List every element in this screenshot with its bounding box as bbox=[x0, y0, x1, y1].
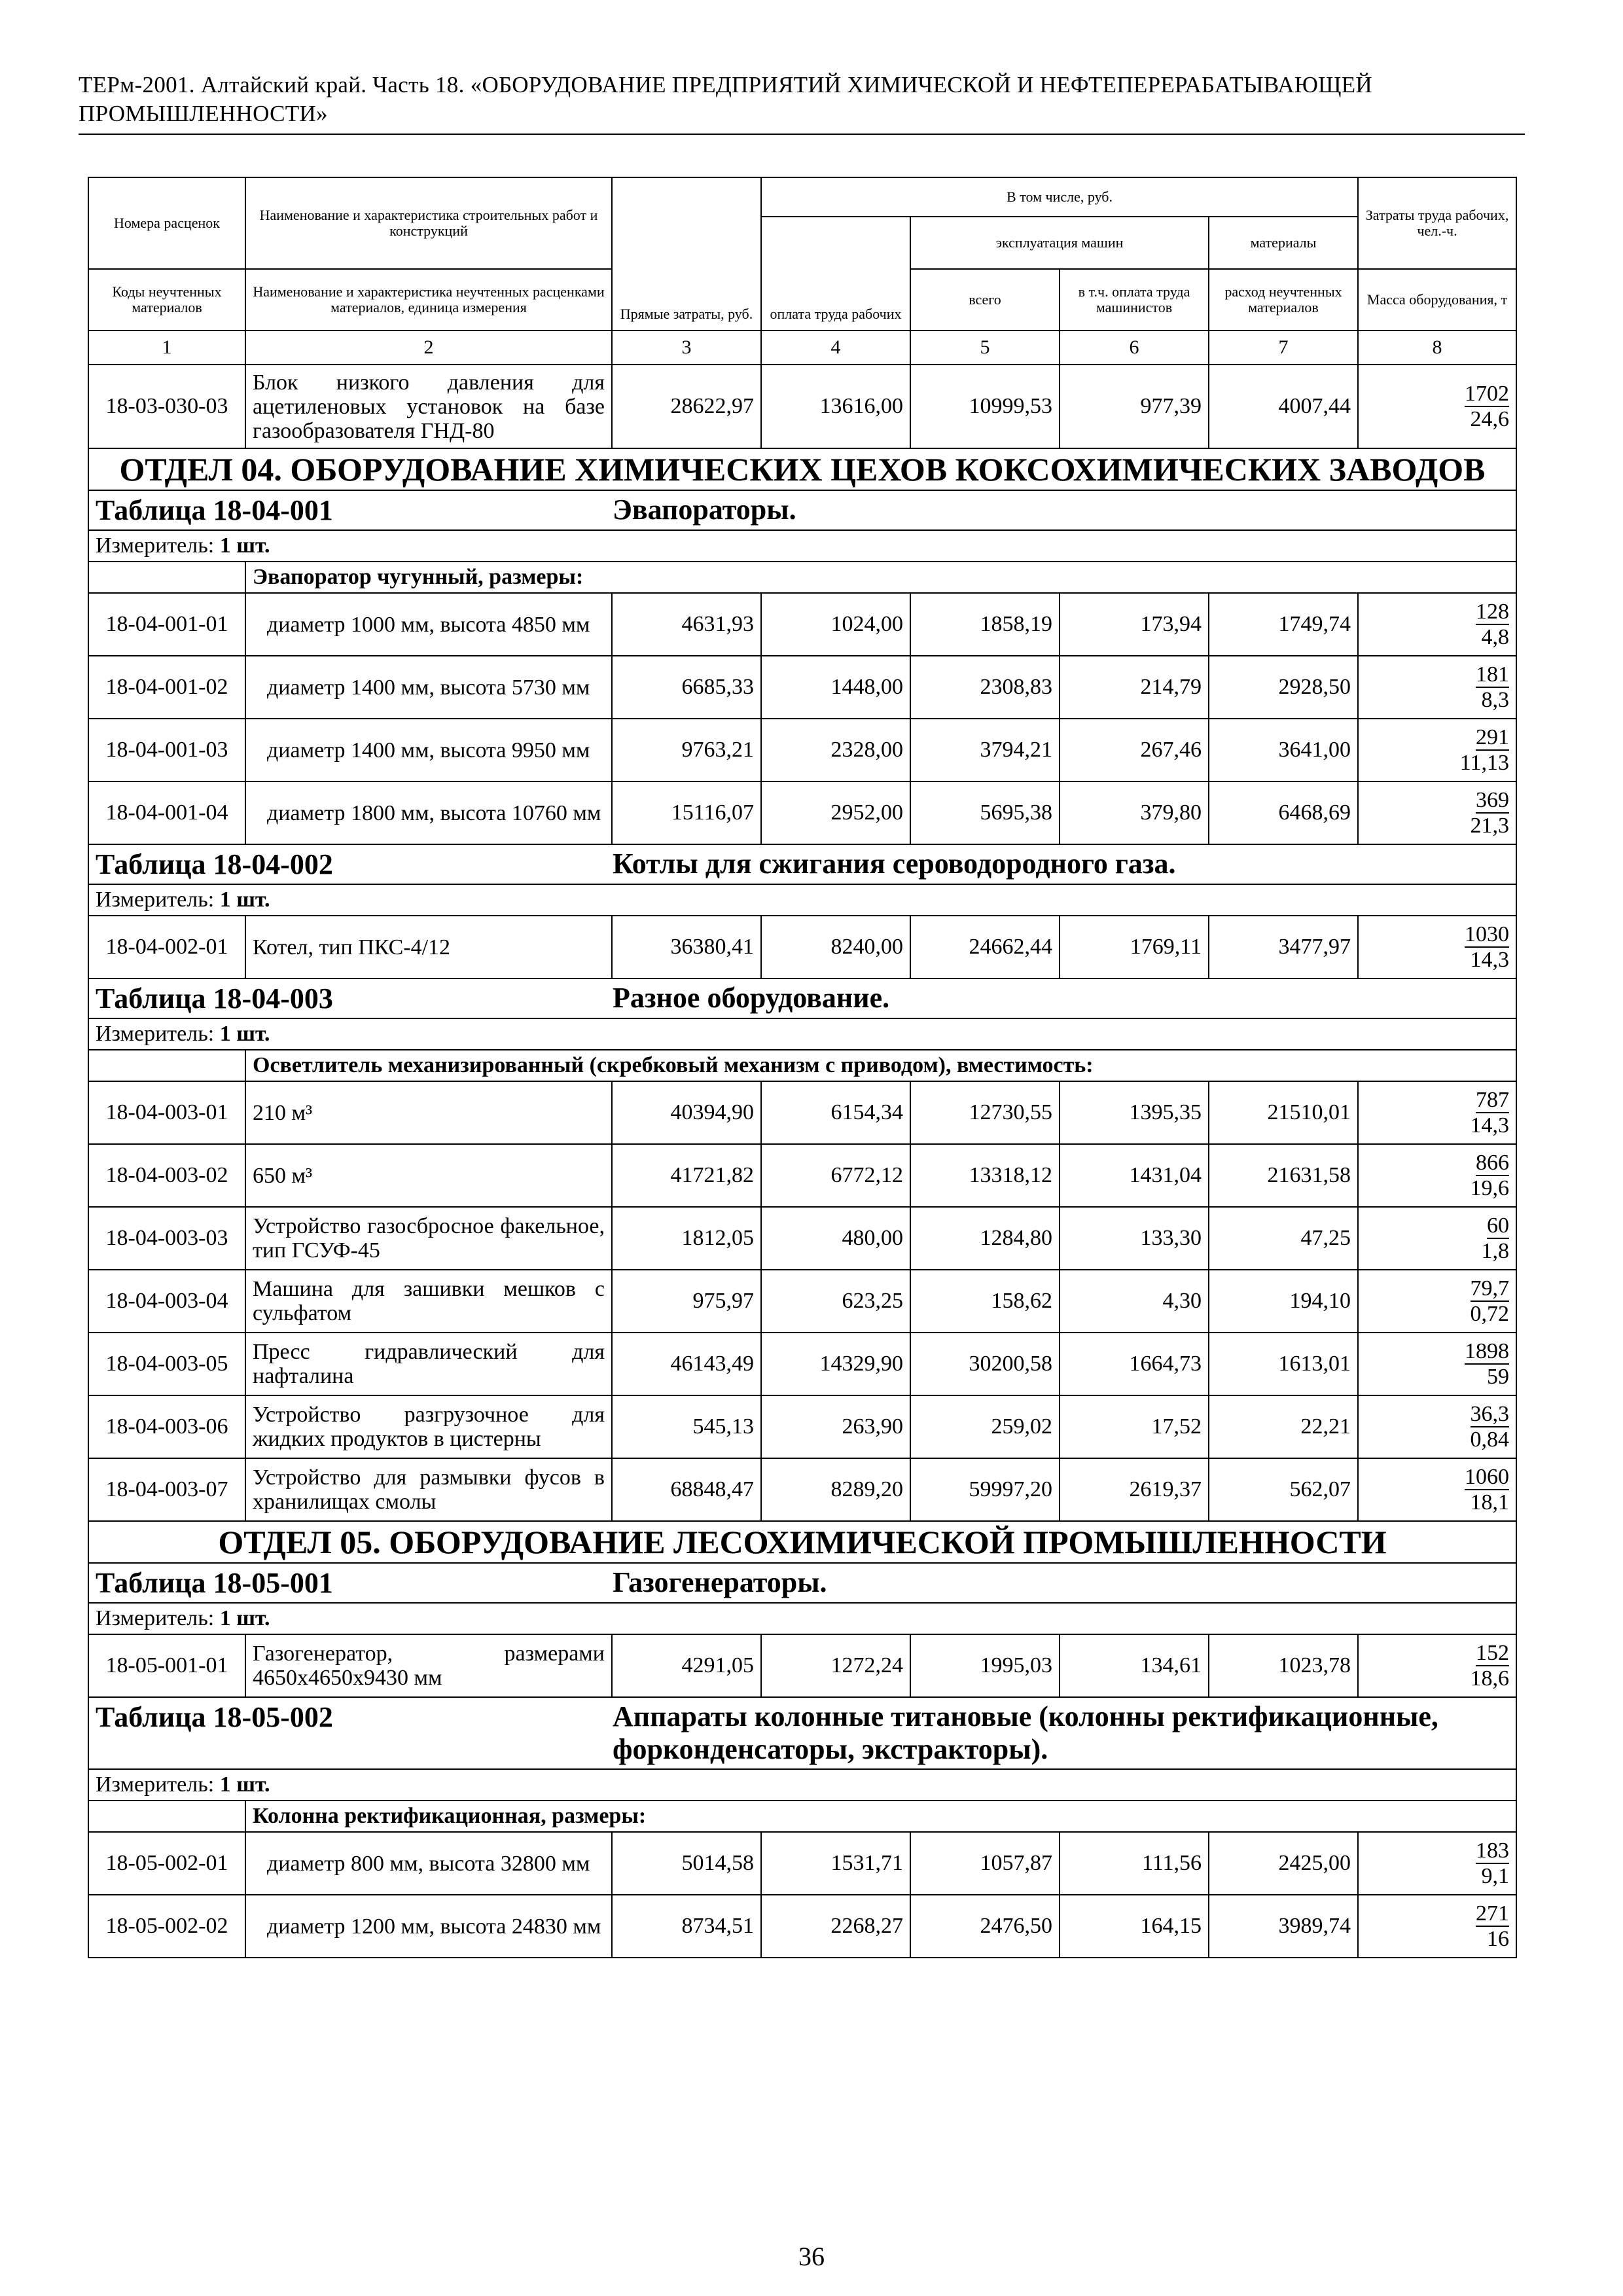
rate-code: 18-04-003-06 bbox=[88, 1395, 245, 1458]
table-title: Аппараты колонные титановые (колонны ректификационные, форконденсаторы, экстракторы). bbox=[613, 1700, 1438, 1765]
wages: 263,90 bbox=[761, 1395, 910, 1458]
wages: 623,25 bbox=[761, 1270, 910, 1333]
mass-value: 14,3 bbox=[1470, 948, 1510, 972]
machinist-wages: 133,30 bbox=[1060, 1207, 1209, 1270]
labor-value: 36,3 bbox=[1470, 1402, 1510, 1426]
th-machines-wages: в т.ч. оплата труда машинистов bbox=[1060, 269, 1209, 331]
labor-mass-fraction bbox=[1358, 656, 1516, 719]
direct-costs: 975,97 bbox=[612, 1270, 761, 1333]
machines-total: 3794,21 bbox=[910, 719, 1060, 781]
labor-value: 1060 bbox=[1465, 1465, 1510, 1489]
table-title-row bbox=[88, 1563, 1516, 1603]
machines-total: 10999,53 bbox=[910, 365, 1060, 448]
measure-cell bbox=[88, 1769, 1516, 1801]
wages: 6772,12 bbox=[761, 1144, 910, 1207]
labor-value: 152 bbox=[1476, 1641, 1510, 1665]
measure-value: 1 шт. bbox=[219, 1772, 270, 1797]
materials: 4007,44 bbox=[1209, 365, 1358, 448]
rate-code: 18-04-001-03 bbox=[88, 719, 245, 781]
table-title-cell bbox=[88, 490, 1516, 530]
machinist-wages: 977,39 bbox=[1060, 365, 1209, 448]
direct-costs: 545,13 bbox=[612, 1395, 761, 1458]
measure-value: 1 шт. bbox=[219, 533, 270, 558]
direct-costs: 40394,90 bbox=[612, 1081, 761, 1144]
direct-costs: 5014,58 bbox=[612, 1832, 761, 1895]
measure-row bbox=[88, 530, 1516, 562]
measure-label: Измеритель: bbox=[96, 1772, 215, 1797]
wages: 1272,24 bbox=[761, 1634, 910, 1697]
table-title-cell bbox=[88, 1697, 1516, 1769]
machines-total: 259,02 bbox=[910, 1395, 1060, 1458]
labor-value: 183 bbox=[1476, 1839, 1510, 1863]
wages: 480,00 bbox=[761, 1207, 910, 1270]
col-number: 5 bbox=[910, 331, 1060, 365]
machines-total: 2476,50 bbox=[910, 1895, 1060, 1958]
subheader: Эвапоратор чугунный, размеры: bbox=[245, 562, 1516, 593]
rate-name: диаметр 1200 мм, высота 24830 мм bbox=[245, 1895, 612, 1958]
mass-value: 0,72 bbox=[1470, 1302, 1510, 1326]
th-rates-number: Номера расценок bbox=[88, 177, 245, 269]
measure-label: Измеритель: bbox=[96, 1022, 215, 1046]
wages: 1024,00 bbox=[761, 593, 910, 656]
table-number: Таблица 18-04-001 bbox=[96, 494, 333, 526]
th-name-unaccounted: Наименование и характеристика неучтенных расценками материалов, единица измерения bbox=[245, 269, 612, 331]
rate-code: 18-05-002-01 bbox=[88, 1832, 245, 1895]
machinist-wages: 1664,73 bbox=[1060, 1333, 1209, 1395]
machinist-wages: 164,15 bbox=[1060, 1895, 1209, 1958]
col-number: 4 bbox=[761, 331, 910, 365]
direct-costs: 15116,07 bbox=[612, 781, 761, 844]
table-title: Разное оборудование. bbox=[613, 982, 890, 1014]
rate-code: 18-03-030-03 bbox=[88, 365, 245, 448]
th-machines: эксплуатация машин bbox=[910, 217, 1209, 269]
machinist-wages: 2619,37 bbox=[1060, 1458, 1209, 1521]
rate-name: Машина для зашивки мешков с сульфатом bbox=[245, 1270, 612, 1333]
materials: 1613,01 bbox=[1209, 1333, 1358, 1395]
mass-value: 18,1 bbox=[1470, 1490, 1510, 1515]
rate-code: 18-05-001-01 bbox=[88, 1634, 245, 1697]
rate-code: 18-04-001-01 bbox=[88, 593, 245, 656]
rate-name: 210 м³ bbox=[245, 1081, 612, 1144]
measure-label: Измеритель: bbox=[96, 533, 215, 558]
materials: 562,07 bbox=[1209, 1458, 1358, 1521]
machinist-wages: 1395,35 bbox=[1060, 1081, 1209, 1144]
wages: 2268,27 bbox=[761, 1895, 910, 1958]
machinist-wages: 1769,11 bbox=[1060, 916, 1209, 978]
machines-total: 59997,20 bbox=[910, 1458, 1060, 1521]
th-rates-name: Наименование и характеристика строительных работ и конструкций bbox=[245, 177, 612, 269]
col-number: 7 bbox=[1209, 331, 1358, 365]
rate-code: 18-04-001-04 bbox=[88, 781, 245, 844]
labor-value: 1702 bbox=[1465, 382, 1510, 406]
table-title-row bbox=[88, 978, 1516, 1018]
subheader: Осветлитель механизированный (скребковый механизм с приводом), вместимость: bbox=[245, 1050, 1516, 1081]
labor-mass-fraction bbox=[1358, 1634, 1516, 1697]
rates-table bbox=[88, 177, 1517, 1958]
table-title-cell bbox=[88, 1563, 1516, 1603]
wages: 14329,90 bbox=[761, 1333, 910, 1395]
materials: 3989,74 bbox=[1209, 1895, 1358, 1958]
labor-mass-fraction bbox=[1358, 1395, 1516, 1458]
mass-value: 11,13 bbox=[1459, 751, 1510, 775]
wages: 13616,00 bbox=[761, 365, 910, 448]
header-line-1: ТЕРм-2001. Алтайский край. Часть 18. «ОБОРУДОВАНИЕ ПРЕДПРИЯТИЙ ХИМИЧЕСКОЙ И НЕФТЕПЕРЕРАБАТЫВАЮЩЕЙ bbox=[79, 72, 1372, 98]
machinist-wages: 17,52 bbox=[1060, 1395, 1209, 1458]
table-row bbox=[88, 1395, 1516, 1458]
header-line-2: ПРОМЫШЛЕННОСТИ» bbox=[79, 101, 328, 126]
machinist-wages: 379,80 bbox=[1060, 781, 1209, 844]
column-numbers-row bbox=[88, 331, 1516, 365]
table-title-row bbox=[88, 490, 1516, 530]
direct-costs: 46143,49 bbox=[612, 1333, 761, 1395]
machines-total: 1284,80 bbox=[910, 1207, 1060, 1270]
labor-value: 60 bbox=[1487, 1213, 1510, 1238]
measure-cell bbox=[88, 530, 1516, 562]
table-row bbox=[88, 1333, 1516, 1395]
mass-value: 1,8 bbox=[1481, 1239, 1510, 1263]
measure-row bbox=[88, 884, 1516, 916]
mass-value: 59 bbox=[1487, 1365, 1510, 1389]
subheader-row bbox=[88, 1050, 1516, 1081]
table-row bbox=[88, 1895, 1516, 1958]
table-row bbox=[88, 1081, 1516, 1144]
measure-label: Измеритель: bbox=[96, 1606, 215, 1630]
table-title-cell bbox=[88, 978, 1516, 1018]
wages: 8289,20 bbox=[761, 1458, 910, 1521]
labor-mass-fraction bbox=[1358, 1895, 1516, 1958]
labor-mass-fraction bbox=[1358, 1207, 1516, 1270]
section-title: ОТДЕЛ 04. ОБОРУДОВАНИЕ ХИМИЧЕСКИХ ЦЕХОВ КОКСОХИМИЧЕСКИХ ЗАВОДОВ bbox=[88, 448, 1516, 490]
machines-total: 158,62 bbox=[910, 1270, 1060, 1333]
labor-mass-fraction bbox=[1358, 916, 1516, 978]
machinist-wages: 173,94 bbox=[1060, 593, 1209, 656]
table-row bbox=[88, 916, 1516, 978]
table-number: Таблица 18-04-002 bbox=[96, 848, 333, 880]
measure-value: 1 шт. bbox=[219, 888, 270, 912]
table-row bbox=[88, 1458, 1516, 1521]
materials: 3477,97 bbox=[1209, 916, 1358, 978]
wages: 8240,00 bbox=[761, 916, 910, 978]
rate-name: диаметр 1800 мм, высота 10760 мм bbox=[245, 781, 612, 844]
labor-value: 79,7 bbox=[1470, 1276, 1510, 1300]
machines-total: 5695,38 bbox=[910, 781, 1060, 844]
mass-value: 14,3 bbox=[1470, 1113, 1510, 1138]
rate-name: 650 м³ bbox=[245, 1144, 612, 1207]
machinist-wages: 214,79 bbox=[1060, 656, 1209, 719]
direct-costs: 41721,82 bbox=[612, 1144, 761, 1207]
rate-name: диаметр 1400 мм, высота 5730 мм bbox=[245, 656, 612, 719]
machines-total: 2308,83 bbox=[910, 656, 1060, 719]
table-row bbox=[88, 781, 1516, 844]
table-number: Таблица 18-05-001 bbox=[96, 1567, 333, 1599]
direct-costs: 1812,05 bbox=[612, 1207, 761, 1270]
labor-value: 787 bbox=[1476, 1088, 1510, 1112]
direct-costs: 28622,97 bbox=[612, 365, 761, 448]
rate-name: диаметр 800 мм, высота 32800 мм bbox=[245, 1832, 612, 1895]
table-row bbox=[88, 1270, 1516, 1333]
rate-code: 18-05-002-02 bbox=[88, 1895, 245, 1958]
direct-costs: 36380,41 bbox=[612, 916, 761, 978]
table-row bbox=[88, 656, 1516, 719]
labor-mass-fraction bbox=[1358, 1270, 1516, 1333]
rate-code: 18-04-003-03 bbox=[88, 1207, 245, 1270]
section-title: ОТДЕЛ 05. ОБОРУДОВАНИЕ ЛЕСОХИМИЧЕСКОЙ ПРОМЫШЛЕННОСТИ bbox=[88, 1521, 1516, 1563]
rate-name: Устройство разгрузочное для жидких продуктов в цистерны bbox=[245, 1395, 612, 1458]
table-row bbox=[88, 719, 1516, 781]
machinist-wages: 111,56 bbox=[1060, 1832, 1209, 1895]
th-materials: материалы bbox=[1209, 217, 1358, 269]
machines-total: 24662,44 bbox=[910, 916, 1060, 978]
machinist-wages: 134,61 bbox=[1060, 1634, 1209, 1697]
labor-mass-fraction bbox=[1358, 1144, 1516, 1207]
machines-total: 13318,12 bbox=[910, 1144, 1060, 1207]
table-number: Таблица 18-04-003 bbox=[96, 982, 333, 1014]
wages: 1531,71 bbox=[761, 1832, 910, 1895]
direct-costs: 6685,33 bbox=[612, 656, 761, 719]
labor-mass-fraction bbox=[1358, 719, 1516, 781]
rate-name: Пресс гидравлический для нафталина bbox=[245, 1333, 612, 1395]
measure-value: 1 шт. bbox=[219, 1022, 270, 1046]
materials: 22,21 bbox=[1209, 1395, 1358, 1458]
th-mass: Масса оборудования, т bbox=[1358, 269, 1516, 331]
th-machines-total: всего bbox=[910, 269, 1060, 331]
rate-name: Блок низкого давления для ацетиленовых установок на базе газообразователя ГНД-80 bbox=[245, 365, 612, 448]
measure-cell bbox=[88, 1018, 1516, 1050]
rate-code: 18-04-003-04 bbox=[88, 1270, 245, 1333]
labor-value: 271 bbox=[1476, 1901, 1510, 1926]
mass-value: 4,8 bbox=[1481, 625, 1510, 649]
table-header-row-1 bbox=[88, 177, 1516, 217]
th-wages: оплата труда рабочих bbox=[761, 217, 910, 331]
rate-code: 18-04-001-02 bbox=[88, 656, 245, 719]
measure-value: 1 шт. bbox=[219, 1606, 270, 1630]
machines-total: 1057,87 bbox=[910, 1832, 1060, 1895]
th-including: В том числе, руб. bbox=[761, 177, 1358, 217]
rate-code: 18-04-003-02 bbox=[88, 1144, 245, 1207]
labor-mass-fraction bbox=[1358, 1081, 1516, 1144]
materials: 2928,50 bbox=[1209, 656, 1358, 719]
labor-mass-fraction bbox=[1358, 781, 1516, 844]
machines-total: 12730,55 bbox=[910, 1081, 1060, 1144]
materials: 2425,00 bbox=[1209, 1832, 1358, 1895]
rate-code: 18-04-002-01 bbox=[88, 916, 245, 978]
labor-value: 369 bbox=[1476, 788, 1510, 812]
labor-value: 866 bbox=[1476, 1151, 1510, 1175]
materials: 21631,58 bbox=[1209, 1144, 1358, 1207]
mass-value: 19,6 bbox=[1470, 1176, 1510, 1200]
col-number: 2 bbox=[245, 331, 612, 365]
wages: 2328,00 bbox=[761, 719, 910, 781]
table-row bbox=[88, 1144, 1516, 1207]
th-codes-unaccounted: Коды неучтенных материалов bbox=[88, 269, 245, 331]
labor-value: 128 bbox=[1476, 600, 1510, 624]
th-materials-usage: расход неучтенных материалов bbox=[1209, 269, 1358, 331]
labor-mass-fraction bbox=[1358, 1333, 1516, 1395]
section-row bbox=[88, 1521, 1516, 1563]
table-row bbox=[88, 1207, 1516, 1270]
rate-code: 18-04-003-07 bbox=[88, 1458, 245, 1521]
materials: 21510,01 bbox=[1209, 1081, 1358, 1144]
labor-value: 1898 bbox=[1465, 1339, 1510, 1363]
table-title-row bbox=[88, 1697, 1516, 1769]
subheader-row bbox=[88, 1801, 1516, 1832]
measure-cell bbox=[88, 1603, 1516, 1634]
table-title-row bbox=[88, 844, 1516, 884]
th-direct-costs: Прямые затраты, руб. bbox=[612, 177, 761, 331]
subheader: Колонна ректификационная, размеры: bbox=[245, 1801, 1516, 1832]
measure-row bbox=[88, 1018, 1516, 1050]
table-title: Эвапораторы. bbox=[613, 493, 796, 526]
running-header bbox=[79, 71, 1525, 135]
measure-row bbox=[88, 1603, 1516, 1634]
mass-value: 0,84 bbox=[1470, 1427, 1510, 1452]
mass-value: 21,3 bbox=[1470, 814, 1510, 838]
materials: 1749,74 bbox=[1209, 593, 1358, 656]
materials: 1023,78 bbox=[1209, 1634, 1358, 1697]
col-number: 8 bbox=[1358, 331, 1516, 365]
labor-mass-fraction bbox=[1358, 1832, 1516, 1895]
col-number: 3 bbox=[612, 331, 761, 365]
th-labor: Затраты труда рабочих, чел.-ч. bbox=[1358, 177, 1516, 269]
section-row bbox=[88, 448, 1516, 490]
measure-label: Измеритель: bbox=[96, 888, 215, 912]
table-row bbox=[88, 1832, 1516, 1895]
mass-value: 18,6 bbox=[1470, 1666, 1510, 1691]
rate-name: Устройство газосбросное факельное, тип ГСУФ-45 bbox=[245, 1207, 612, 1270]
table-row bbox=[88, 365, 1516, 448]
wages: 6154,34 bbox=[761, 1081, 910, 1144]
rate-name: Устройство для размывки фусов в хранилищах смолы bbox=[245, 1458, 612, 1521]
col-number: 1 bbox=[88, 331, 245, 365]
materials: 194,10 bbox=[1209, 1270, 1358, 1333]
blank-cell bbox=[88, 1801, 245, 1832]
mass-value: 9,1 bbox=[1481, 1864, 1510, 1888]
table-title: Газогенераторы. bbox=[613, 1566, 827, 1598]
direct-costs: 4631,93 bbox=[612, 593, 761, 656]
blank-cell bbox=[88, 562, 245, 593]
materials: 3641,00 bbox=[1209, 719, 1358, 781]
measure-cell bbox=[88, 884, 1516, 916]
table-row bbox=[88, 1634, 1516, 1697]
materials: 47,25 bbox=[1209, 1207, 1358, 1270]
direct-costs: 68848,47 bbox=[612, 1458, 761, 1521]
wages: 2952,00 bbox=[761, 781, 910, 844]
mass-value: 8,3 bbox=[1481, 688, 1510, 712]
mass-value: 16 bbox=[1487, 1927, 1510, 1951]
page-number: 36 bbox=[798, 2242, 825, 2271]
labor-mass-fraction bbox=[1358, 1458, 1516, 1521]
machines-total: 1858,19 bbox=[910, 593, 1060, 656]
blank-cell bbox=[88, 1050, 245, 1081]
measure-row bbox=[88, 1769, 1516, 1801]
wages: 1448,00 bbox=[761, 656, 910, 719]
materials: 6468,69 bbox=[1209, 781, 1358, 844]
table-title-cell bbox=[88, 844, 1516, 884]
labor-mass-fraction bbox=[1358, 365, 1516, 448]
rate-code: 18-04-003-01 bbox=[88, 1081, 245, 1144]
direct-costs: 4291,05 bbox=[612, 1634, 761, 1697]
machinist-wages: 1431,04 bbox=[1060, 1144, 1209, 1207]
labor-value: 1030 bbox=[1465, 922, 1510, 946]
rate-name: Котел, тип ПКС-4/12 bbox=[245, 916, 612, 978]
labor-value: 181 bbox=[1476, 662, 1510, 687]
direct-costs: 9763,21 bbox=[612, 719, 761, 781]
machinist-wages: 4,30 bbox=[1060, 1270, 1209, 1333]
machines-total: 1995,03 bbox=[910, 1634, 1060, 1697]
labor-mass-fraction bbox=[1358, 593, 1516, 656]
rate-name: Газогенератор, размерами 4650х4650х9430 мм bbox=[245, 1634, 612, 1697]
table-number: Таблица 18-05-002 bbox=[96, 1701, 333, 1733]
table-row bbox=[88, 593, 1516, 656]
direct-costs: 8734,51 bbox=[612, 1895, 761, 1958]
rate-name: диаметр 1000 мм, высота 4850 мм bbox=[245, 593, 612, 656]
table-title: Котлы для сжигания сероводородного газа. bbox=[613, 848, 1176, 880]
labor-value: 291 bbox=[1476, 725, 1510, 749]
col-number: 6 bbox=[1060, 331, 1209, 365]
machinist-wages: 267,46 bbox=[1060, 719, 1209, 781]
mass-value: 24,6 bbox=[1470, 407, 1510, 431]
rate-name: диаметр 1400 мм, высота 9950 мм bbox=[245, 719, 612, 781]
rate-code: 18-04-003-05 bbox=[88, 1333, 245, 1395]
subheader-row bbox=[88, 562, 1516, 593]
machines-total: 30200,58 bbox=[910, 1333, 1060, 1395]
